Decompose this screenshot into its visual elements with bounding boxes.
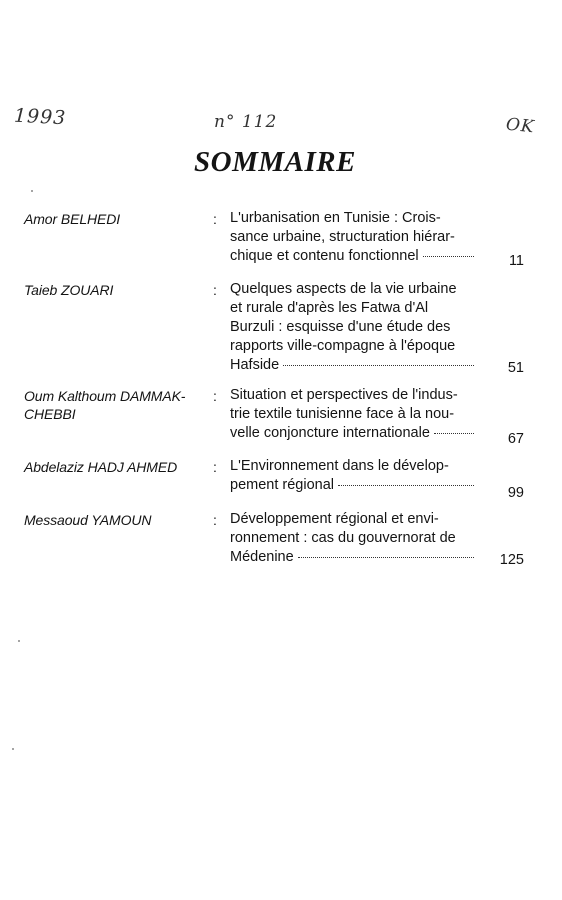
entry-title-line: rapports ville-compagne à l'époque <box>230 338 456 354</box>
entry-title-line: Hafside <box>230 357 280 373</box>
entry-page-number: 125 <box>499 552 524 568</box>
entry-title-line: Quelques aspects de la vie urbaine <box>230 281 457 297</box>
entry-title-line: L'urbanisation en Tunisie : Crois- <box>230 210 441 226</box>
handwritten-year: 1993 <box>13 104 67 130</box>
entry-title <box>230 386 478 443</box>
entry-title-line: Burzuli : esquisse d'une étude des <box>230 319 451 335</box>
paper-speck <box>18 640 20 642</box>
entry-page-number: 51 <box>507 360 524 376</box>
entry-title-line: chique et contenu fonctionnel <box>230 248 419 264</box>
entry-title-line: sance urbaine, structuration hiérar- <box>230 229 455 245</box>
entry-title-line: pement régional <box>230 477 334 493</box>
entry-author: Messaoud YAMOUN <box>24 512 152 528</box>
paper-speck <box>31 190 33 192</box>
entry-separator: : <box>213 388 217 404</box>
dot-leader <box>338 484 474 486</box>
entry-title <box>230 280 478 375</box>
entry-page-number: 11 <box>508 253 524 269</box>
entry-title-line: Développement régional et envi- <box>230 511 439 527</box>
entry-page-number: 67 <box>507 431 524 447</box>
entry-title <box>230 457 478 495</box>
entry-title-line: trie textile tunisienne face à la nou- <box>230 406 455 422</box>
paper-speck <box>12 748 14 750</box>
entry-title <box>230 209 478 266</box>
entry-author: Abdelaziz HADJ AHMED <box>24 459 178 475</box>
entry-separator: : <box>213 459 217 475</box>
entry-separator: : <box>213 211 217 227</box>
entry-separator: : <box>213 282 217 298</box>
dot-leader <box>434 432 474 434</box>
entry-title-line: ronnement : cas du gouvernorat de <box>230 530 456 546</box>
entry-separator: : <box>213 512 217 528</box>
entry-title-line: Médenine <box>230 549 294 565</box>
entry-title-line: L'Environnement dans le dévelop- <box>230 458 449 474</box>
handwritten-issue-number: n° 112 <box>214 112 278 132</box>
dot-leader <box>283 364 474 366</box>
dot-leader <box>298 556 474 558</box>
entry-author: Oum Kalthoum DAMMAK-CHEBBI <box>24 388 186 422</box>
entry-title-line: et rurale d'après les Fatwa d'Al <box>230 300 429 316</box>
dot-leader <box>423 255 474 257</box>
entry-author: Taieb ZOUARI <box>24 282 114 298</box>
entry-title-line: velle conjoncture internationale <box>230 425 430 441</box>
entry-author: Amor BELHEDI <box>24 211 121 227</box>
entry-page-number: 99 <box>507 485 524 501</box>
handwritten-ok-mark: OK <box>505 114 536 138</box>
page-title: SOMMAIRE <box>194 146 356 178</box>
entry-title <box>230 510 478 567</box>
entry-title-line: Situation et perspectives de l'indus- <box>230 387 458 403</box>
